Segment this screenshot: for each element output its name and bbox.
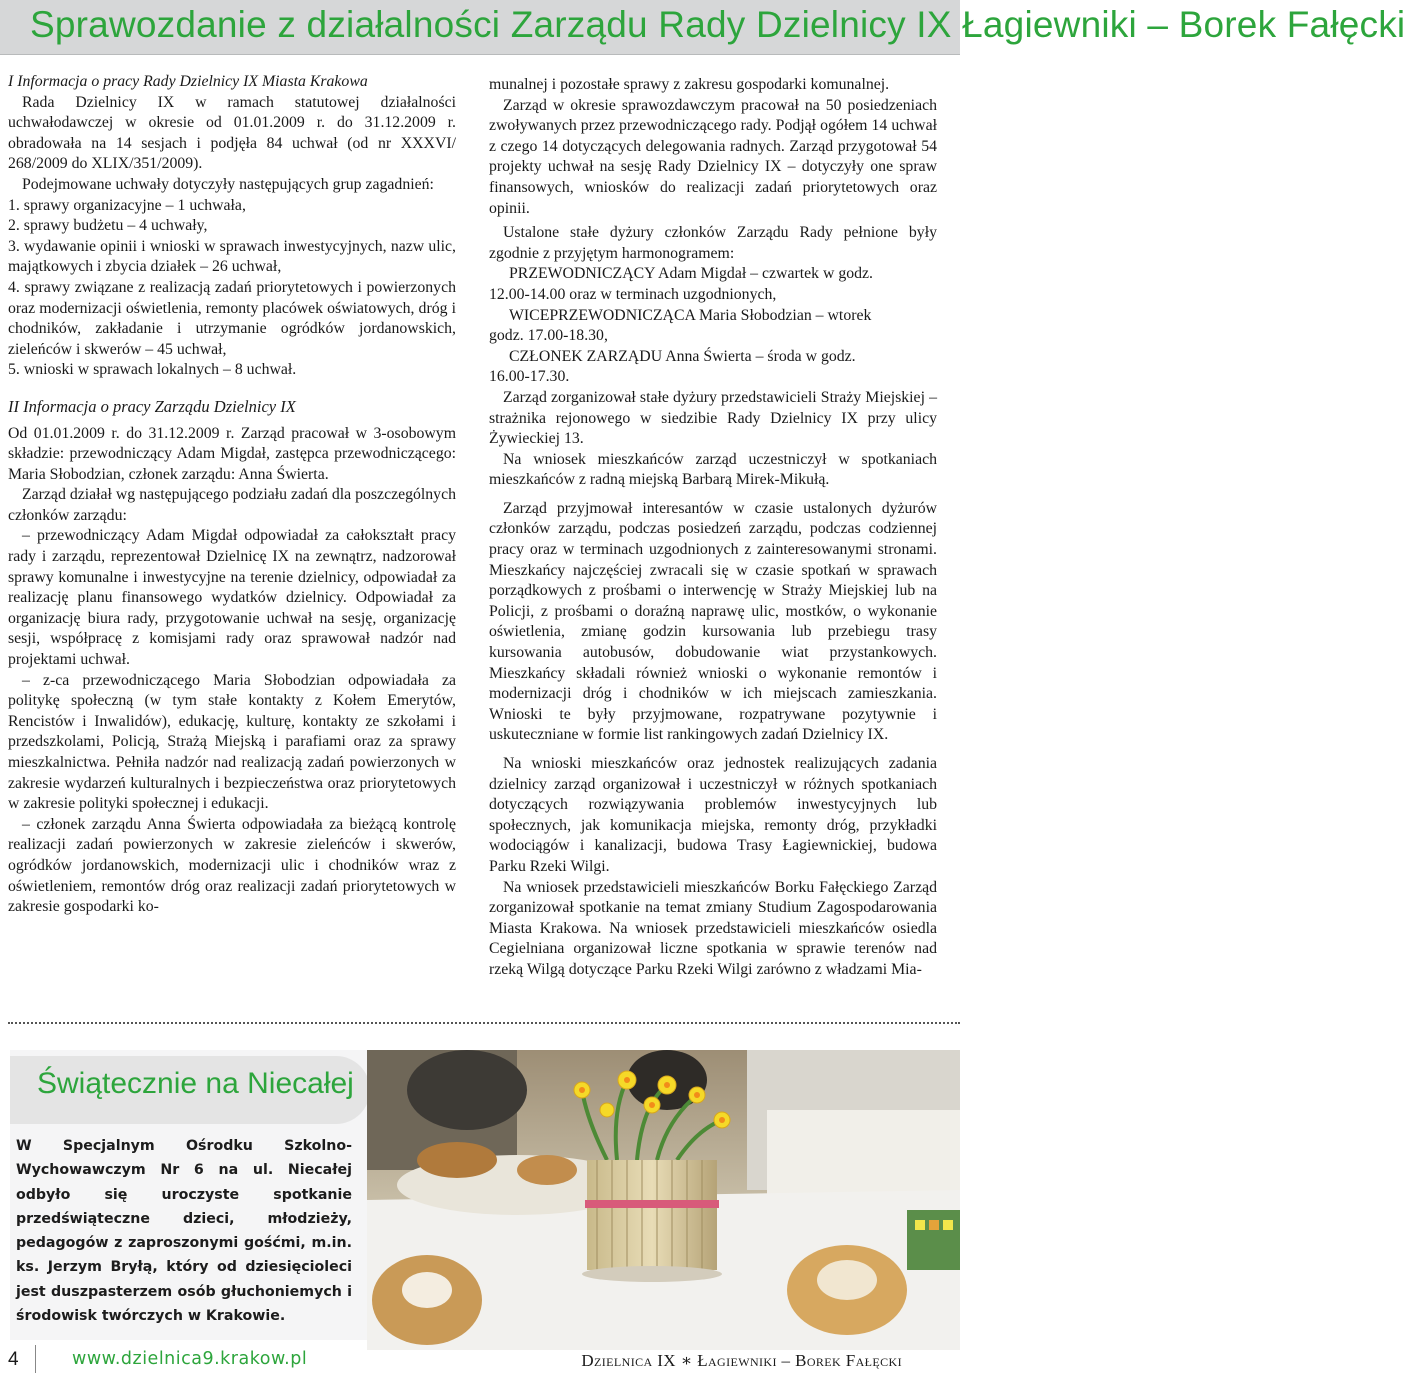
- paragraph: Zarząd w okresie sprawozdawczym pracował na 50 posiedzeniach zwoływanych przez przewodniczącego rady. Podjął ogółem 14 uchwał z czego 14 dotyczących delegowania radnych. Zarząd przygotował 54 projekty uchwał na sesję Rady Dzielnicy IX – dotyczyły one spraw finansowych, wniosków do realizacji zadań priorytetowych oraz opinii.: [489, 96, 937, 217]
- duty-role: PRZEWODNICZĄCY Adam Migdał – czwartek w godz.: [509, 265, 873, 283]
- duty-role: CZŁONEK ZARZĄDU Anna Świerta – środa w godz.: [509, 347, 856, 365]
- list-item: 5. wnioski w sprawach lokalnych – 8 uchwał.: [8, 361, 297, 379]
- paragraph: Zarząd działał wg następującego podziału zadań dla poszczególnych członków zarządu:: [8, 486, 456, 524]
- list-item: 4. sprawy związane z realizacją zadań priorytetowych i powierzonych oraz modernizacji oświetlenia, remonty placówek oświatowych, dróg i chodników, zakładanie i utrzymanie ogródków jordanowskich, zieleńców i skwerów – 45 uchwał,: [8, 278, 456, 358]
- paragraph: Na wniosek mieszkańców zarząd uczestniczył w spotkaniach mieszkańców z radną miejską Barbarą Mirek-Mikułą.: [489, 450, 937, 489]
- paragraph: Od 01.01.2009 r. do 31.12.2009 r. Zarząd pracował w 3-osobowym składzie: przewodniczący Adam Migdał, zastępca przewodniczącego: Maria Słobodzian, członek zarządu: Anna Świerta.: [8, 424, 456, 483]
- list-item: 2. sprawy budżetu – 4 uchwały,: [8, 217, 208, 235]
- news-box-text: W Specjalnym Ośrodku Szkolno-Wychowawczym Nr 6 na ul. Niecałej odbyło się uroczyste spotkanie przedświąteczne dzieci, młodzieży, pedagogów z zaproszonymi gośćmi, m.in. ks. Jerzym Bryłą, który od dziesięcioleci jest duszpasterzem osób głuchoniemych i środowisk twórczych w Krakowie.: [16, 1138, 352, 1325]
- duty-role: WICEPRZEWODNICZĄCA Maria Słobodzian – wtorek: [509, 306, 872, 324]
- paragraph: munalnej i pozostałe sprawy z zakresu gospodarki komunalnej.: [489, 76, 890, 93]
- header-banner: [0, 0, 1405, 55]
- section2-title: II Informacja o pracy Zarządu Dzielnicy IX: [8, 396, 296, 416]
- publication-name: Dzielnica IX ∗ Łagiewniki – Borek Fałęcki: [581, 1351, 902, 1370]
- paragraph: – z-ca przewodniczącego Maria Słobodzian odpowiadała za politykę społeczną (w tym stałe kontakty z Kołem Emerytów, Rencistów i Inwalidów), edukację, kulturę, kontakty ze szkołami i przedszkolami, Policją, Strażą Miejską i parafiami oraz za sprawy mieszkalnictwa. Pełniła nadzór nad realizacją zadań powierzonych w zakresie wydarzeń kulturalnych i bezpieczeństwa oraz priorytetowych w zakresie polityki społecznej i edukacji.: [8, 671, 456, 813]
- paragraph: – członek zarządu Anna Świerta odpowiadała za bieżącą kontrolę realizacji zadań powierzonych w zakresie zieleńców i skwerów, ogródków jordanowskich, modernizacji ulic i chodników wraz z oświetleniem, remontów dróg oraz realizacji zadań priorytetowych w zakresie gospodarki ko-: [8, 815, 456, 916]
- paragraph: Ustalone stałe dyżury członków Zarządu Rady pełnione były zgodnie z przyjętym harmonogramem:: [489, 224, 937, 262]
- paragraph: Zarząd przyjmował interesantów w czasie ustalonych dyżurów członków zarządu, podczas posiedzeń zarządu, podczas codziennej pracy oraz w terminach uzgodnionych z zainteresowanymi stronami. Mieszkańcy najczęściej zwracali się w czasie spotkań w sprawach porządkowych z prośbami o interwencję w Straży Miejskiej lub na Policji, z prośbami o doraźną naprawę ulic, mostków, o wykonanie oświetlenia, zmianę godzin kursowania lub przebiegu trasy kursowania autobusów, dobudowanie wiat przystankowych. Mieszkańcy składali również wnioski o wykonanie remontów i modernizacji dróg i chodników w ich miejscach zamieszkania. Wnioski te były przyjmowane, rozpatrywane pozytywnie i uskuteczniane w formie list rankingowych zadań Dzielnicy IX.: [489, 499, 937, 744]
- news-box-title-bar: [10, 1056, 370, 1124]
- paragraph: – przewodniczący Adam Migdał odpowiadał za całokształt pracy rady i zarządu, reprezentował Dzielnicę IX na zewnątrz, nadzorował sprawy komunalne i inwestycyjne na terenie dzielnicy, odpowiadał za realizację planu finansowego wydatków dzielnicy. Odpowiadał za organizację biura rady, przygotowanie uchwał na sesję, organizację sesji, współpracę z komisjami rady oraz sprawował nadzór nad projektami uchwał.: [8, 527, 456, 669]
- event-photo: [367, 1050, 960, 1350]
- section1-title: I Informacja o pracy Rady Dzielnicy IX Miasta Krakowa: [8, 73, 368, 90]
- news-box-title: Świątecznie na Niecałej: [37, 1067, 354, 1100]
- page-number: 4: [8, 1349, 19, 1370]
- duty-time: 16.00-17.30.: [489, 368, 570, 386]
- duty-time: godz. 17.00-18.30,: [489, 327, 608, 345]
- paragraph: Na wnioski mieszkańców oraz jednostek realizujących zadania dzielnicy zarząd organizował i uczestniczył w różnych spotkaniach dotyczących rozwiązywania problemów inwestycyjnych lub społecznych, jak komunikacja miejska, remonty dróg, przykładki wodociągów i kanalizacji, budowa Trasy Łagiewnickiej, budowa Parku Rzeki Wilgi.: [489, 755, 937, 875]
- paragraph: Zarząd zorganizował stałe dyżury przedstawicieli Straży Miejskiej – strażnika rejonowego w siedzibie Rady Dzielnicy IX przy ulicy Żywieckiej 13.: [489, 388, 937, 448]
- footer-divider: [35, 1345, 36, 1373]
- list-item: 1. sprawy organizacyjne – 1 uchwała,: [8, 196, 246, 214]
- website-link[interactable]: www.dzielnica9.krakow.pl: [72, 1349, 308, 1369]
- page-title: Sprawozdanie z działalności Zarządu Rady Dzielnicy IX Łagiewniki – Borek Fałęcki: [30, 4, 1405, 45]
- right-column: [489, 75, 937, 981]
- list-item: 3. wydawanie opinii i wnioski w sprawach inwestycyjnych, nazw ulic, majątkowych i zbycia działek – 26 uchwał,: [8, 237, 456, 276]
- event-photo-image: [367, 1050, 960, 1350]
- section-divider: [8, 1022, 960, 1024]
- paragraph: Podejmowane uchwały dotyczyły następujących grup zagadnień:: [22, 175, 434, 193]
- left-column: [8, 72, 456, 918]
- paragraph: Na wniosek przedstawicieli mieszkańców Borku Fałęckiego Zarząd zorganizował spotkanie na temat zmiany Studium Zagospodarowania Miasta Krakowa. Na wniosek przedstawicieli mieszkańców osiedla Cegielniana organizował liczne spotkania w sprawie terenów nad rzeką Wilgą dotyczące Parku Rzeki Wilgi zarówno z władzami Mia-: [489, 878, 937, 978]
- paragraph: Rada Dzielnicy IX w ramach statutowej działalności uchwałodawczej w okresie od 01.01.2009 r. do 31.12.2009 r. obradowała na 14 sesjach i podjęła 84 uchwał (od nr XXXVI/ 268/2009 do XLIX/351/2009).: [8, 93, 456, 173]
- duty-time: 12.00-14.00 oraz w terminach uzgodnionych,: [489, 285, 777, 303]
- page-footer: [0, 1345, 960, 1373]
